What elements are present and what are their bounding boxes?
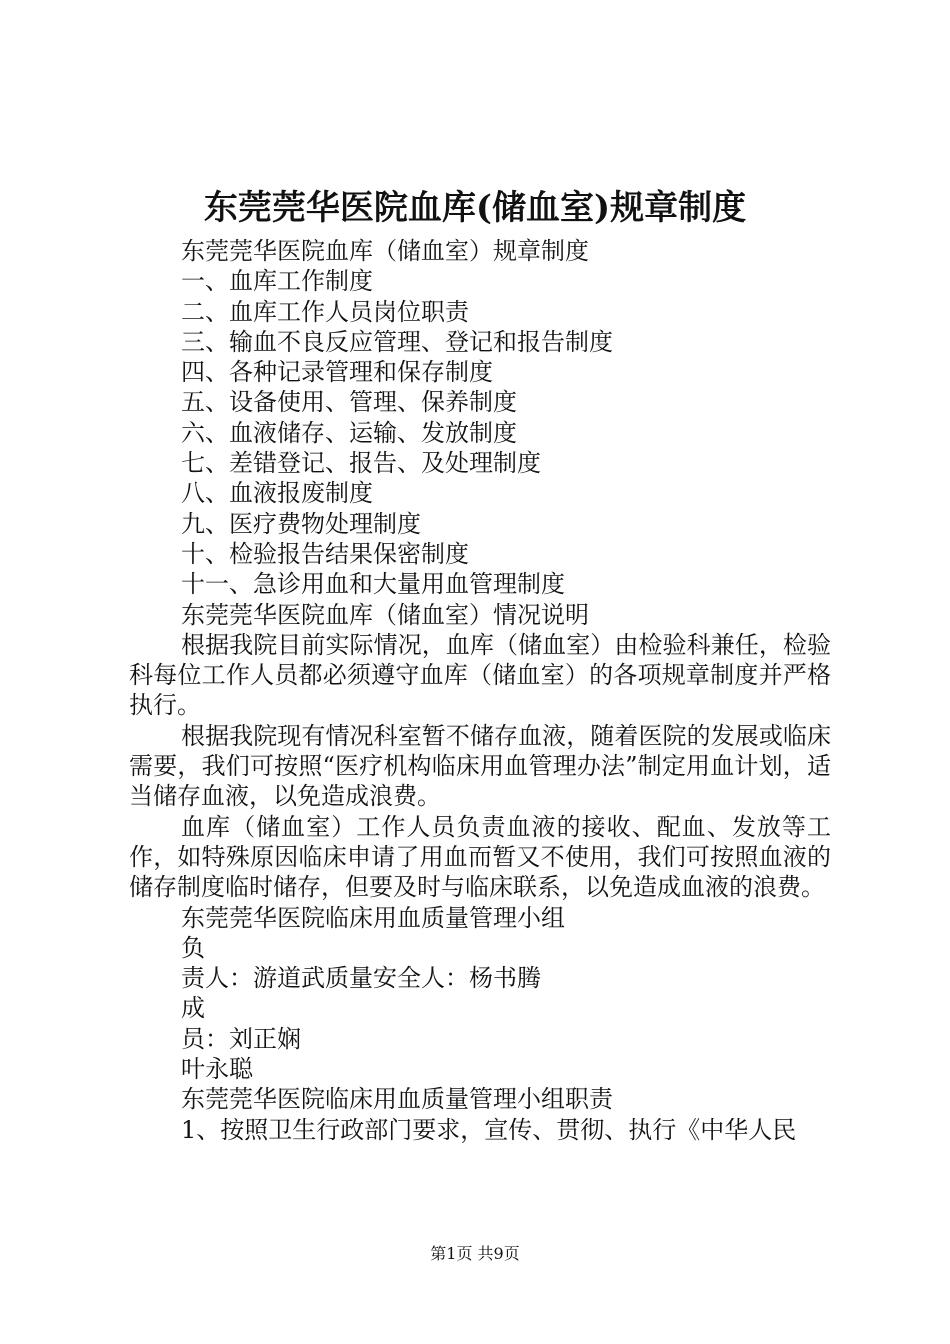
paragraph: 根据我院现有情况科室暂不储存血液，随着医院的发展或临床需要，我们可按照“医疗机构临床用血管理办法”制定用血计划，适当储存血液，以免造成浪费。 <box>129 721 831 811</box>
text-line: 五、设备使用、管理、保养制度 <box>181 388 517 417</box>
text-line: 负 <box>181 933 205 962</box>
document-body <box>129 236 831 1145</box>
text-line: 员：刘正娴 <box>181 1024 301 1053</box>
text-line: 七、差错登记、报告、及处理制度 <box>181 449 541 478</box>
text-line: 八、血液报废制度 <box>181 479 373 508</box>
text-line: 成 <box>181 994 205 1023</box>
text-line: 东莞莞华医院血库（储血室）情况说明 <box>181 600 589 629</box>
text-line: 十一、急诊用血和大量用血管理制度 <box>181 570 565 599</box>
text-line: 责人：游道武质量安全人：杨书腾 <box>181 964 541 993</box>
text-line: 东莞莞华医院临床用血质量管理小组 <box>181 903 565 932</box>
text-line: 三、输血不良反应管理、登记和报告制度 <box>181 327 613 356</box>
text-line: 一、血库工作制度 <box>181 267 373 296</box>
text-line: 东莞莞华医院血库（储血室）规章制度 <box>181 237 589 265</box>
text-line: 四、各种记录管理和保存制度 <box>181 358 493 387</box>
text-line: 九、医疗费物处理制度 <box>181 509 421 538</box>
page-footer: 第1页 共9页 <box>430 1244 520 1263</box>
text-line: 1、按照卫生行政部门要求，宣传、贯彻、执行《中华人民 <box>181 1115 797 1144</box>
text-line: 六、血液储存、运输、发放制度 <box>181 418 517 447</box>
paragraph: 血库（储血室）工作人员负责血液的接收、配血、发放等工作，如特殊原因临床申请了用血而暂又不使用，我们可按照血液的储存制度临时储存，但要及时与临床联系，以免造成血液的浪费。 <box>129 812 831 902</box>
paragraph: 根据我院目前实际情况，血库（储血室）由检验科兼任，检验科每位工作人员都必须遵守血库（储血室）的各项规章制度并严格执行。 <box>129 630 831 720</box>
text-line: 东莞莞华医院临床用血质量管理小组职责 <box>181 1085 613 1114</box>
text-line: 叶永聪 <box>181 1055 253 1084</box>
text-line: 十、检验报告结果保密制度 <box>181 539 469 568</box>
text-line: 二、血库工作人员岗位职责 <box>181 297 469 326</box>
document-title: 东莞莞华医院血库(储血室)规章制度 <box>203 188 747 228</box>
